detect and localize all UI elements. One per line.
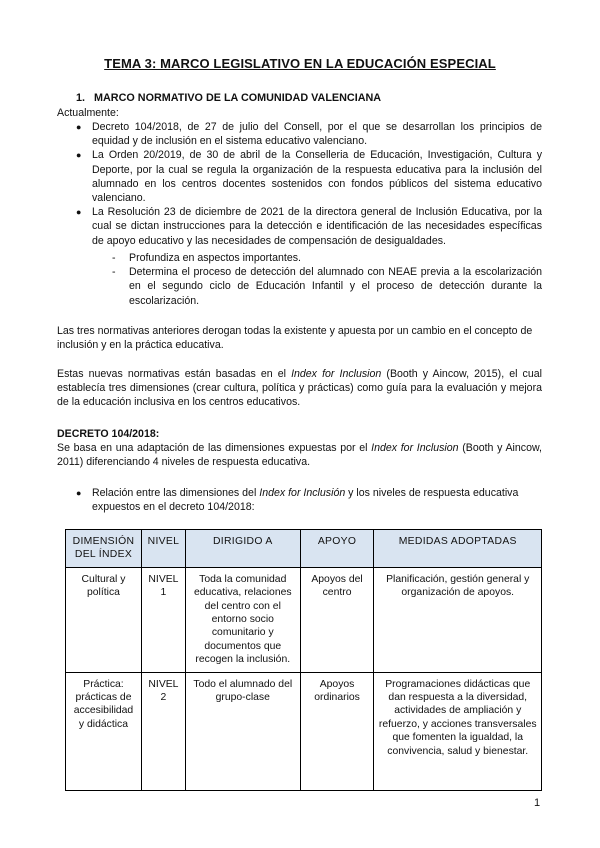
page-number: 1 <box>534 797 541 809</box>
paragraph-text: (Booth y Aincow, 2015), el cual establecía tres dimensiones (crear cultura, política y prácticas) como guía para la evaluación y mejora de la educación inclusiva en los centros educativos. <box>57 368 542 409</box>
bullet-icon: ● <box>76 122 82 132</box>
paragraph-text: Estas nuevas normativas están basadas en el <box>57 368 292 380</box>
table-cell: Toda la comunidad educativa, relaciones del centro con el entorno socio comunitario y documentos que recogen la inclusión. <box>185 567 300 672</box>
sub-list-item-text: Profundiza en aspectos importantes. <box>129 252 301 264</box>
table-row <box>66 567 542 672</box>
list-item-text: Relación entre las dimensiones del <box>92 487 260 499</box>
list-item <box>74 486 542 514</box>
dash-icon: - <box>112 266 116 279</box>
dash-icon: - <box>112 252 116 264</box>
index-title: Index for Inclusion <box>371 442 459 454</box>
table-cell: Apoyos ordinarios <box>300 672 374 790</box>
section-number: 1. <box>76 92 86 104</box>
legislation-list <box>74 120 542 248</box>
list-item-text: Decreto 104/2018, de 27 de julio del Consell, por el que se desarrollan los principios de equidad y de inclusión en el sistema educativo valenciano. <box>92 121 542 148</box>
bullet-icon: ● <box>76 207 82 218</box>
section-heading <box>76 91 381 105</box>
paragraph-text: Se basa en una adaptación de las dimensiones expuestas por el <box>57 442 372 454</box>
list-item-text: La Resolución 23 de diciembre de 2021 de la directora general de Inclusión Educativa, por la cual se dictan instrucciones para la detección e identificación de las necesidades específicas de apoyo educativo y las necesidades de compensación de desigualdades. <box>92 206 542 247</box>
table-header-row <box>66 530 542 568</box>
bullet-icon: ● <box>76 150 82 161</box>
table-cell: NIVEL 2 <box>141 672 185 790</box>
table-cell: Apoyos del centro <box>300 567 374 672</box>
list-item-text: La Orden 20/2019, de 30 de abril de la Conselleria de Educación, Investigación, Cultura y Deporte, por la cual se regula la organización de la respuesta educativa para la inclusión del alumnado en los centros docentes sostenidos con fondos públicos del sistema educativo valenciano. <box>92 149 542 205</box>
list-item <box>74 148 542 205</box>
table-cell: Práctica: prácticas de accesibilidad y didáctica <box>66 672 142 790</box>
table-row <box>66 672 542 790</box>
intro-label: Actualmente: <box>57 107 119 119</box>
levels-table <box>65 529 542 791</box>
column-header: DIRIGIDO A <box>185 530 300 568</box>
table-cell: Todo el alumnado del grupo-clase <box>185 672 300 790</box>
column-header: DIMENSIÓN DEL ÍNDEX <box>66 530 142 568</box>
sub-list <box>112 251 542 308</box>
table-cell: Planificación, gestión general y organización de apoyos. <box>374 567 542 672</box>
paragraph-index <box>57 367 542 410</box>
sub-list-item-text: Determina el proceso de detección del alumnado con NEAE previa a la escolarización en el segundo ciclo de Educación Infantil y el proceso de detección durante la escolarización. <box>129 266 542 307</box>
paragraph-decreto <box>57 441 542 469</box>
table-cell: Programaciones didácticas que dan respuesta a la diversidad, actividades de ampliación y refuerzo, y acciones transversales que fomenten la igualdad, la convivencia, salud y bienestar. <box>374 672 542 790</box>
paragraph-text: (Booth y Aincow, 2011) diferenciando 4 niveles de respuesta educativa. <box>57 442 542 469</box>
list-item-text: y los niveles de respuesta educativa expuestos en el decreto 104/2018: <box>92 487 519 514</box>
relation-list <box>74 486 542 514</box>
decreto-heading: DECRETO 104/2018: <box>57 428 160 440</box>
list-item <box>74 120 542 148</box>
list-item <box>74 205 542 248</box>
paragraph-normativas: Las tres normativas anteriores derogan todas la existente y apuesta por un cambio en el concepto de inclusión y en la práctica educativa. <box>57 325 533 352</box>
index-title: Index for Inclusion <box>291 368 382 380</box>
sub-list-item <box>112 251 542 265</box>
column-header: APOYO <box>300 530 374 568</box>
bullet-icon: ● <box>76 488 82 498</box>
index-title: Index for Inclusión <box>259 487 346 499</box>
page-title: TEMA 3: MARCO LEGISLATIVO EN LA EDUCACIÓN ESPECIAL <box>104 56 496 71</box>
table-cell: NIVEL 1 <box>141 567 185 672</box>
column-header: NIVEL <box>141 530 185 568</box>
section-title: MARCO NORMATIVO DE LA COMUNIDAD VALENCIANA <box>94 92 382 104</box>
table-cell: Cultural y política <box>66 567 142 672</box>
sub-list-item <box>112 265 542 308</box>
column-header: MEDIDAS ADOPTADAS <box>374 530 542 568</box>
